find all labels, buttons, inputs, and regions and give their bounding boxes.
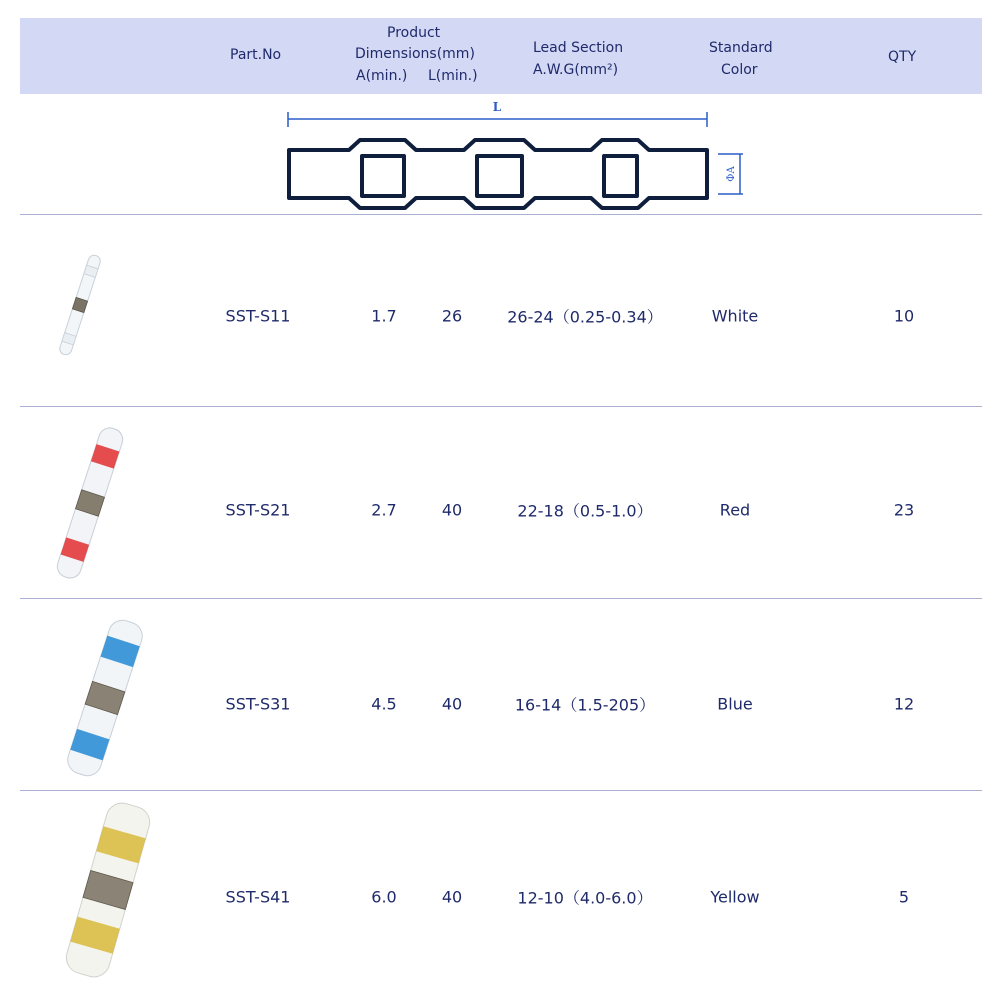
lead-section: 26-24（0.25-0.34） (507, 307, 663, 327)
header-color: Color (721, 62, 758, 78)
quantity: 12 (893, 694, 915, 714)
row-divider (20, 598, 982, 599)
standard-color: Yellow (710, 887, 760, 907)
header-standard: Standard (709, 40, 773, 56)
part-number: SST-S11 (225, 306, 291, 326)
length-label: L (492, 100, 502, 114)
standard-color: Blue (717, 694, 753, 714)
lead-section: 16-14（1.5-205） (514, 695, 656, 715)
lead-section: 12-10（4.0-6.0） (517, 888, 653, 908)
lead-section: 22-18（0.5-1.0） (517, 501, 653, 521)
row-divider (20, 790, 982, 791)
quantity: 10 (893, 306, 915, 326)
header-part-no: Part.No (230, 47, 282, 63)
dimension-l: 40 (441, 887, 463, 907)
table-header (20, 18, 982, 94)
header-lead-section: Lead Section (533, 40, 624, 56)
connector-thumbnail-white (40, 245, 120, 365)
header-product-title: Product (387, 25, 441, 41)
diameter-label: ΦA (726, 166, 737, 182)
dimension-a: 6.0 (371, 887, 397, 907)
dimension-a: 2.7 (371, 500, 397, 520)
dimension-l: 40 (441, 694, 463, 714)
row-divider (20, 214, 982, 215)
standard-color: White (711, 306, 759, 326)
connector-outline (289, 140, 707, 208)
dimension-l: 26 (441, 306, 463, 326)
header-a-min: A(min.) (356, 68, 408, 84)
header-product-dimensions: Dimensions(mm) (355, 46, 475, 62)
connector-dimension-diagram (0, 94, 1000, 214)
header-qty: QTY (888, 49, 917, 65)
quantity: 23 (893, 500, 915, 520)
dimension-l: 40 (441, 500, 463, 520)
header-l-min: L(min.) (428, 68, 478, 84)
row-divider (20, 406, 982, 407)
part-number: SST-S41 (225, 887, 291, 907)
part-number: SST-S21 (225, 500, 291, 520)
connector-thumbnail-yellow (30, 795, 180, 985)
connector-thumbnail-blue (25, 610, 175, 785)
connector-thumbnail-red (25, 418, 155, 588)
dimension-a: 1.7 (371, 306, 397, 326)
part-number: SST-S31 (225, 694, 291, 714)
quantity: 5 (898, 887, 910, 907)
dimension-a: 4.5 (371, 694, 397, 714)
standard-color: Red (719, 500, 751, 520)
length-dimension-line (288, 112, 707, 127)
header-awg: A.W.G(mm²) (533, 62, 619, 78)
